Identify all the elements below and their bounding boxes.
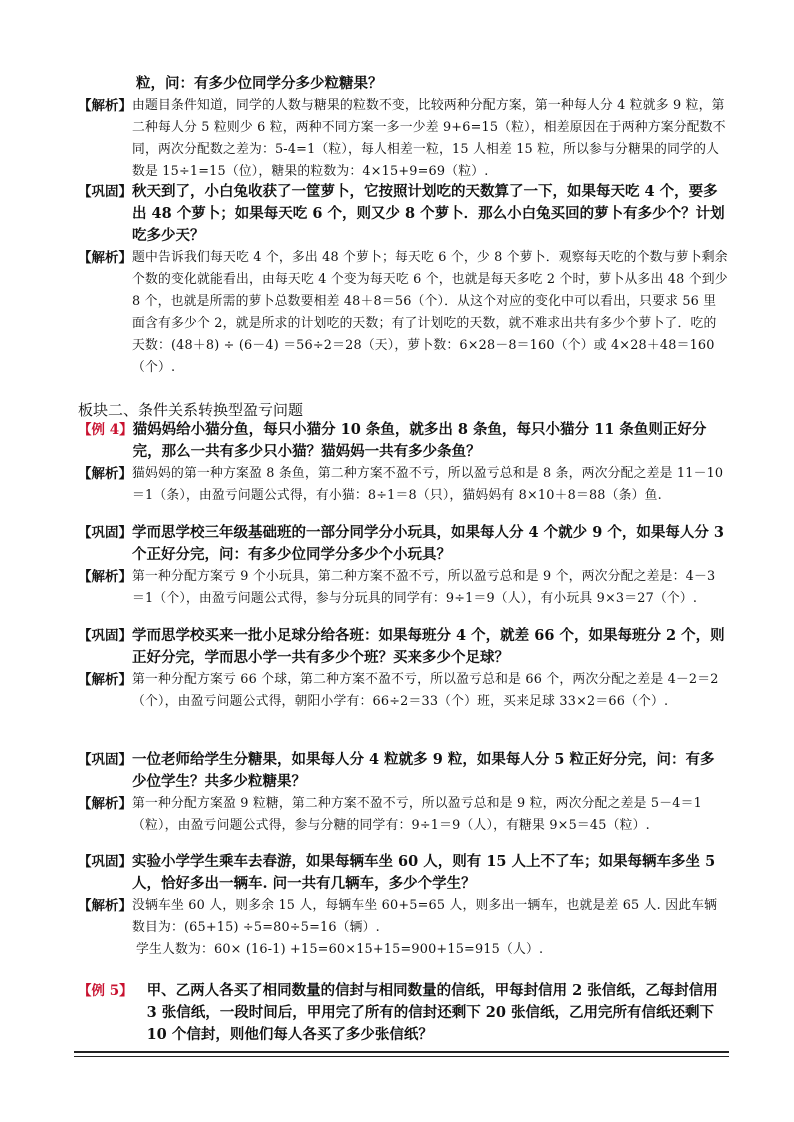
solution	[78, 669, 728, 713]
practice-1	[78, 181, 728, 379]
example-tag: 【例 5】	[78, 983, 133, 999]
practice-2	[78, 522, 728, 610]
solution-text: 没辆车坐 60 人，则多余 15 人，每辆车坐 60+5=65 人，则多出一辆车，也就是差 65 人. 因此车辆数目为：(65+15) ÷5=80÷5=16（辆）.	[132, 898, 718, 935]
question	[78, 625, 728, 669]
question	[78, 749, 728, 793]
example-5	[78, 980, 728, 1046]
practice-5	[78, 851, 728, 961]
solution-tag: 【解析】	[78, 672, 132, 688]
solution	[78, 895, 728, 939]
question-text: 实验小学学生乘车去春游，如果每辆车坐 60 人，则有 15 人上不了车；如果每辆车多坐 5 人，恰好多出一辆车. 问一共有几辆车，多少个学生？	[132, 853, 716, 892]
practice-tag: 【巩固】	[78, 628, 132, 644]
example-4	[78, 419, 728, 507]
solution-tag: 【解析】	[78, 250, 132, 266]
solution-text-line-2: 学生人数为：60× (16-1) +15=60×15+15=900+15=915（人）.	[136, 942, 544, 957]
question-text: 一位老师给学生分糖果，如果每人分 4 粒就多 9 粒，如果每人分 5 粒正好分完，问：有多少位学生？共多少粒糖果？	[132, 751, 715, 790]
question	[78, 522, 728, 566]
solution-text: 第一种分配方案亏 66 个球，第二种方案不盈不亏，所以盈亏总和是 66 个，两次分配之差是 4－2＝2（个），由盈亏问题公式得，朝阳小学有：66÷2＝33（个）班，买来足球 33×2＝66（个）.	[132, 672, 719, 709]
solution	[78, 95, 728, 183]
solution-text: 第一种分配方案盈 9 粒糖，第二种方案不盈不亏，所以盈亏总和是 9 粒，两次分配之差是 5－4＝1（粒），由盈亏问题公式得，参与分糖的同学有：9÷1＝9（人），有糖果 9×5＝45（粒）.	[132, 796, 702, 833]
question	[78, 181, 728, 247]
solution-tag: 【解析】	[78, 898, 132, 914]
practice-tag: 【巩固】	[78, 752, 132, 768]
solution	[78, 566, 728, 610]
solution-text: 由题目条件知道，同学的人数与糖果的粒数不变，比较两种分配方案，第一种每人分 4 粒就多 9 粒，第二种每人分 5 粒则少 6 粒，两种不同方案一多一少差 9+6=15（粒），相差原因在于两种方案分配数不同，两次分配数之差为：5-4=1（粒），每人相差一粒，15 人相差 15 粒，所以参与分糖果的同学的人数是 15÷1=15（位），糖果的粒数为：4×15+9=69（粒）.	[132, 98, 726, 179]
practice-4	[78, 749, 728, 837]
question-continuation: 粒，问：有多少位同学分多少粒糖果？	[136, 75, 383, 92]
practice-3	[78, 625, 728, 713]
example-tag: 【例 4】	[78, 422, 133, 438]
footer-rule-thick	[74, 1051, 729, 1053]
section-heading: 板块二、条件关系转换型盈亏问题	[78, 401, 304, 419]
solution	[78, 793, 728, 837]
question	[78, 851, 728, 895]
solution-text: 猫妈妈的第一种方案盈 8 条鱼，第二种方案不盈不亏，所以盈亏总和是 8 条，两次分配之差是 11－10＝1（条），由盈亏问题公式得，有小猫：8÷1＝8（只），猫妈妈有 8×10＋8＝88（条）鱼.	[132, 466, 724, 503]
solution-tag: 【解析】	[78, 98, 132, 114]
question	[78, 419, 728, 463]
solution	[78, 247, 728, 379]
question-text: 学而思学校三年级基础班的一部分同学分小玩具，如果每人分 4 个就少 9 个，如果每人分 3 个正好分完，问：有多少位同学分多少个小玩具？	[132, 524, 725, 563]
question-text: 猫妈妈给小猫分鱼，每只小猫分 10 条鱼，就多出 8 条鱼，每只小猫分 11 条鱼则正好分完，那么一共有多少只小猫？猫妈妈一共有多少条鱼？	[132, 421, 707, 460]
solution-text: 题中告诉我们每天吃 4 个，多出 48 个萝卜；每天吃 6 个，少 8 个萝卜．观察每天吃的个数与萝卜剩余个数的变化就能看出，由每天吃 4 个变为每天吃 6 个，也就是每天多吃 2 个时，萝卜从多出 48 个到少 8 个，也就是所需的萝卜总数要相差 48＋8＝56（个）．从这个对应的变化中可以看出，只要求 56 里面含有多少个 2，就是所求的计划吃的天数；有了计划吃的天数，就不难求出共有多少个萝卜了．吃的天数：(48＋8) ÷ (6－4) ＝56÷2＝28（天），萝卜数：6×28－8＝160（个）或 4×28＋48＝160（个）.	[132, 250, 728, 375]
footer-rule-thin	[74, 1056, 729, 1057]
question-text: 学而思学校买来一批小足球分给各班：如果每班分 4 个，就差 66 个，如果每班分 2 个，则正好分完，学而思小学一共有多少个班？买来多少个足球？	[132, 627, 725, 666]
solution	[78, 463, 728, 507]
solution-tag: 【解析】	[78, 466, 132, 482]
question	[78, 980, 728, 1046]
solution-text: 第一种分配方案亏 9 个小玩具，第二种方案不盈不亏，所以盈亏总和是 9 个，两次分配之差是：4－3＝1（个），由盈亏问题公式得，参与分玩具的同学有：9÷1＝9（人），有小玩具 9×3＝27（个）.	[132, 569, 716, 606]
example-continuation	[78, 73, 728, 183]
practice-tag: 【巩固】	[78, 854, 132, 870]
practice-tag: 【巩固】	[78, 184, 132, 200]
question-text: 甲、乙两人各买了相同数量的信封与相同数量的信纸，甲每封信用 2 张信纸，乙每封信用 3 张信纸，一段时间后，甲用完了所有的信封还剩下 20 张信纸，乙用完所有信纸还剩下 10 个信封，则他们每人各买了多少张信纸？	[146, 982, 718, 1043]
practice-tag: 【巩固】	[78, 525, 132, 541]
solution-tag: 【解析】	[78, 796, 132, 812]
question-text: 秋天到了，小白兔收获了一筐萝卜，它按照计划吃的天数算了一下，如果每天吃 4 个，要多出 48 个萝卜；如果每天吃 6 个，则又少 8 个萝卜．那么小白兔买回的萝卜有多少个？计划吃多少天？	[132, 183, 725, 244]
solution-tag: 【解析】	[78, 569, 132, 585]
